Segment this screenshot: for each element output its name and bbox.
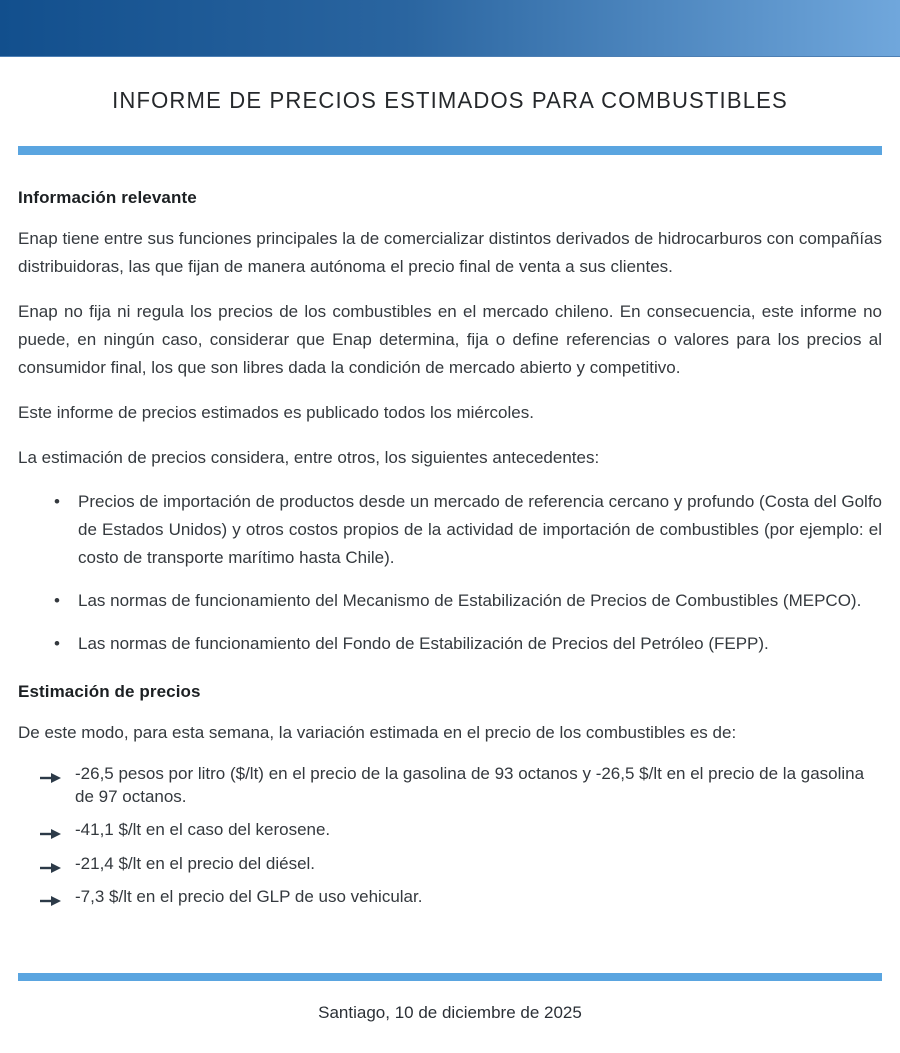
arrow-right-icon <box>40 824 62 836</box>
antecedentes-list <box>18 488 882 658</box>
arrow-right-icon <box>40 891 62 903</box>
paragraph-antecedentes-intro: La estimación de precios considera, entre otros, los siguientes antecedentes: <box>18 448 600 467</box>
page-title: INFORME DE PRECIOS ESTIMADOS PARA COMBUSTIBLES <box>112 87 788 113</box>
footer <box>0 973 900 1053</box>
arrow-right-icon <box>40 768 62 780</box>
arrow-item-text: -21,4 $/lt en el precio del diésel. <box>75 853 316 873</box>
header-gradient-bar <box>0 0 900 57</box>
bullet-icon: • <box>54 492 60 511</box>
section-heading-informacion-relevante: Información relevante <box>18 188 197 207</box>
list-item <box>18 853 882 876</box>
document-body <box>0 146 900 909</box>
arrow-item-text: -41,1 $/lt en el caso del kerosene. <box>75 820 331 839</box>
bullet-item-text: Las normas de funcionamiento del Fondo de Estabilización de Precios del Petróleo (FEPP). <box>78 634 769 653</box>
bullet-icon: • <box>54 634 60 653</box>
paragraph-enap-funciones: Enap tiene entre sus funciones principales la de comercializar distintos derivados de hidrocarburos con compañías distribuidoras, las que fijan de manera autónoma el precio final de venta a sus clientes. <box>18 229 882 276</box>
bullet-icon: • <box>54 591 60 610</box>
paragraph-enap-no-fija: Enap no fija ni regula los precios de los combustibles en el mercado chileno. En consecuencia, este informe no puede, en ningún caso, considerar que Enap determina, fija o define referencias o valores para los precios al consumidor final, los que son libres dada la condición de mercado abierto y competitivo. <box>18 302 882 377</box>
bullet-item-text: Precios de importación de productos desde un mercado de referencia cercano y profundo (Costa del Golfo de Estados Unidos) y otros costos propios de la actividad de importación de combustibles (por ejemplo: el costo de transporte marítimo hasta Chile). <box>78 492 882 567</box>
arrow-item-text: -26,5 pesos por litro ($/lt) en el precio de la gasolina de 93 octanos y -26,5 $/lt en el precio de la gasolina de 97 octanos. <box>75 764 865 806</box>
arrow-item-text: -7,3 $/lt en el precio del GLP de uso vehicular. <box>75 887 423 906</box>
title-divider-bar <box>18 146 882 155</box>
list-item <box>18 763 882 808</box>
variaciones-list <box>18 763 882 909</box>
paragraph-variacion-intro: De este modo, para esta semana, la variación estimada en el precio de los combustibles es de: <box>18 723 737 742</box>
paragraph-publicacion-miercoles: Este informe de precios estimados es publicado todos los miércoles. <box>18 403 534 422</box>
list-item <box>18 630 882 658</box>
footer-date: Santiago, 10 de diciembre de 2025 <box>318 1003 582 1022</box>
section-heading-estimacion-de-precios: Estimación de precios <box>18 682 201 701</box>
footer-divider-bar <box>18 973 882 981</box>
list-item <box>18 488 882 572</box>
list-item <box>18 886 882 909</box>
arrow-right-icon <box>40 858 62 870</box>
bullet-item-text: Las normas de funcionamiento del Mecanismo de Estabilización de Precios de Combustibles (MEPCO). <box>78 591 862 610</box>
list-item <box>18 587 882 615</box>
list-item <box>18 819 882 842</box>
